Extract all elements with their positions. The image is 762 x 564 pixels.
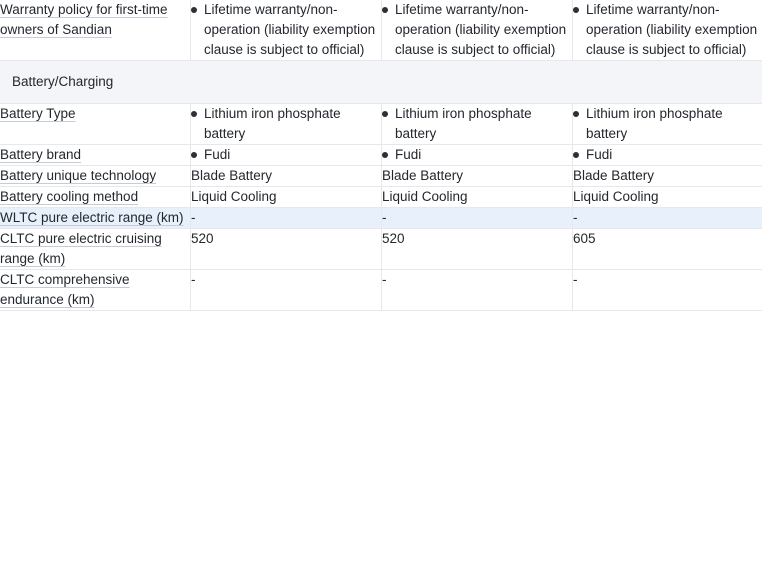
spec-value-text: Lithium iron phosphate battery [586, 106, 723, 141]
spec-value-text: - [573, 210, 578, 225]
bullet-dot-icon [382, 111, 388, 117]
spec-value-text: Fudi [204, 147, 231, 162]
spec-value-text: 605 [573, 231, 596, 246]
spec-value-text: - [573, 272, 578, 287]
spec-section-cell [0, 61, 762, 104]
spec-value-text: Lithium iron phosphate battery [395, 106, 532, 141]
spec-value-cell [382, 208, 573, 229]
spec-label-cell[interactable] [0, 104, 191, 145]
spec-value-cell [191, 0, 382, 61]
spec-value-cell [573, 229, 762, 270]
bullet-item [191, 145, 381, 165]
table-row [0, 208, 762, 229]
table-row [0, 187, 762, 208]
spec-section-title: Battery/Charging [12, 74, 114, 89]
spec-value-cell [191, 208, 382, 229]
table-row [0, 166, 762, 187]
spec-label-link[interactable]: WLTC pure electric range (km) [0, 210, 184, 225]
spec-label-link[interactable]: CLTC comprehensive endurance (km) [0, 272, 130, 307]
table-row [0, 270, 762, 311]
spec-value-text: Lifetime warranty/non-operation (liability exemption clause is subject to official) [586, 2, 758, 57]
spec-value-cell [573, 208, 762, 229]
spec-value-cell [191, 187, 382, 208]
spec-value-text: Blade Battery [573, 168, 655, 183]
spec-value-text: - [191, 210, 196, 225]
bullet-dot-icon [382, 7, 388, 13]
spec-value-cell [382, 166, 573, 187]
spec-label-link[interactable]: Battery brand [0, 147, 82, 162]
bullet-dot-icon [573, 152, 579, 158]
spec-value-text: Liquid Cooling [191, 189, 277, 204]
spec-value-cell [382, 187, 573, 208]
bullet-dot-icon [191, 152, 197, 158]
table-row [0, 0, 762, 61]
spec-label-cell[interactable] [0, 270, 191, 311]
spec-value-cell [191, 270, 382, 311]
bullet-item [573, 145, 762, 165]
spec-value-cell [382, 229, 573, 270]
spec-value-cell [573, 270, 762, 311]
spec-value-cell [573, 104, 762, 145]
table-row [0, 104, 762, 145]
bullet-dot-icon [573, 111, 579, 117]
bullet-item [382, 145, 572, 165]
spec-value-cell [382, 104, 573, 145]
spec-value-cell [573, 0, 762, 61]
spec-value-text: Liquid Cooling [573, 189, 659, 204]
spec-label-link[interactable]: Warranty policy for first-time owners of Sandian [0, 2, 168, 37]
spec-value-cell [191, 145, 382, 166]
spec-label-cell[interactable] [0, 187, 191, 208]
spec-value-cell [191, 104, 382, 145]
spec-label-link[interactable]: Battery unique technology [0, 168, 157, 183]
spec-label-link[interactable]: CLTC pure electric cruising range (km) [0, 231, 162, 266]
spec-value-text: 520 [191, 231, 214, 246]
bullet-item [191, 0, 381, 60]
spec-label-link[interactable]: Battery Type [0, 106, 76, 121]
spec-value-text: Lithium iron phosphate battery [204, 106, 341, 141]
bullet-item [573, 0, 762, 60]
spec-section-row [0, 61, 762, 104]
spec-value-text: Fudi [395, 147, 422, 162]
spec-value-text: Lifetime warranty/non-operation (liability exemption clause is subject to official) [204, 2, 376, 57]
bullet-dot-icon [191, 7, 197, 13]
spec-value-cell [573, 166, 762, 187]
spec-value-text: Liquid Cooling [382, 189, 468, 204]
bullet-item [191, 104, 381, 144]
spec-label-cell[interactable] [0, 208, 191, 229]
spec-label-cell[interactable] [0, 166, 191, 187]
spec-value-cell [382, 145, 573, 166]
spec-label-link[interactable]: Battery cooling method [0, 189, 139, 204]
spec-value-text: - [191, 272, 196, 287]
bullet-item [573, 104, 762, 144]
spec-value-cell [191, 166, 382, 187]
bullet-dot-icon [382, 152, 388, 158]
spec-value-text: Blade Battery [382, 168, 464, 183]
spec-value-text: - [382, 272, 387, 287]
spec-label-cell[interactable] [0, 145, 191, 166]
bullet-dot-icon [191, 111, 197, 117]
spec-value-text: 520 [382, 231, 405, 246]
spec-value-cell [573, 145, 762, 166]
table-row [0, 145, 762, 166]
table-row [0, 229, 762, 270]
bullet-item [382, 0, 572, 60]
bullet-dot-icon [573, 7, 579, 13]
spec-value-text: Lifetime warranty/non-operation (liability exemption clause is subject to official) [395, 2, 567, 57]
bullet-item [382, 104, 572, 144]
spec-label-cell[interactable] [0, 229, 191, 270]
spec-value-cell [573, 187, 762, 208]
spec-value-text: - [382, 210, 387, 225]
spec-value-cell [191, 229, 382, 270]
spec-value-text: Blade Battery [191, 168, 273, 183]
spec-value-cell [382, 270, 573, 311]
spec-value-cell [382, 0, 573, 61]
spec-value-text: Fudi [586, 147, 613, 162]
spec-label-cell[interactable] [0, 0, 191, 61]
